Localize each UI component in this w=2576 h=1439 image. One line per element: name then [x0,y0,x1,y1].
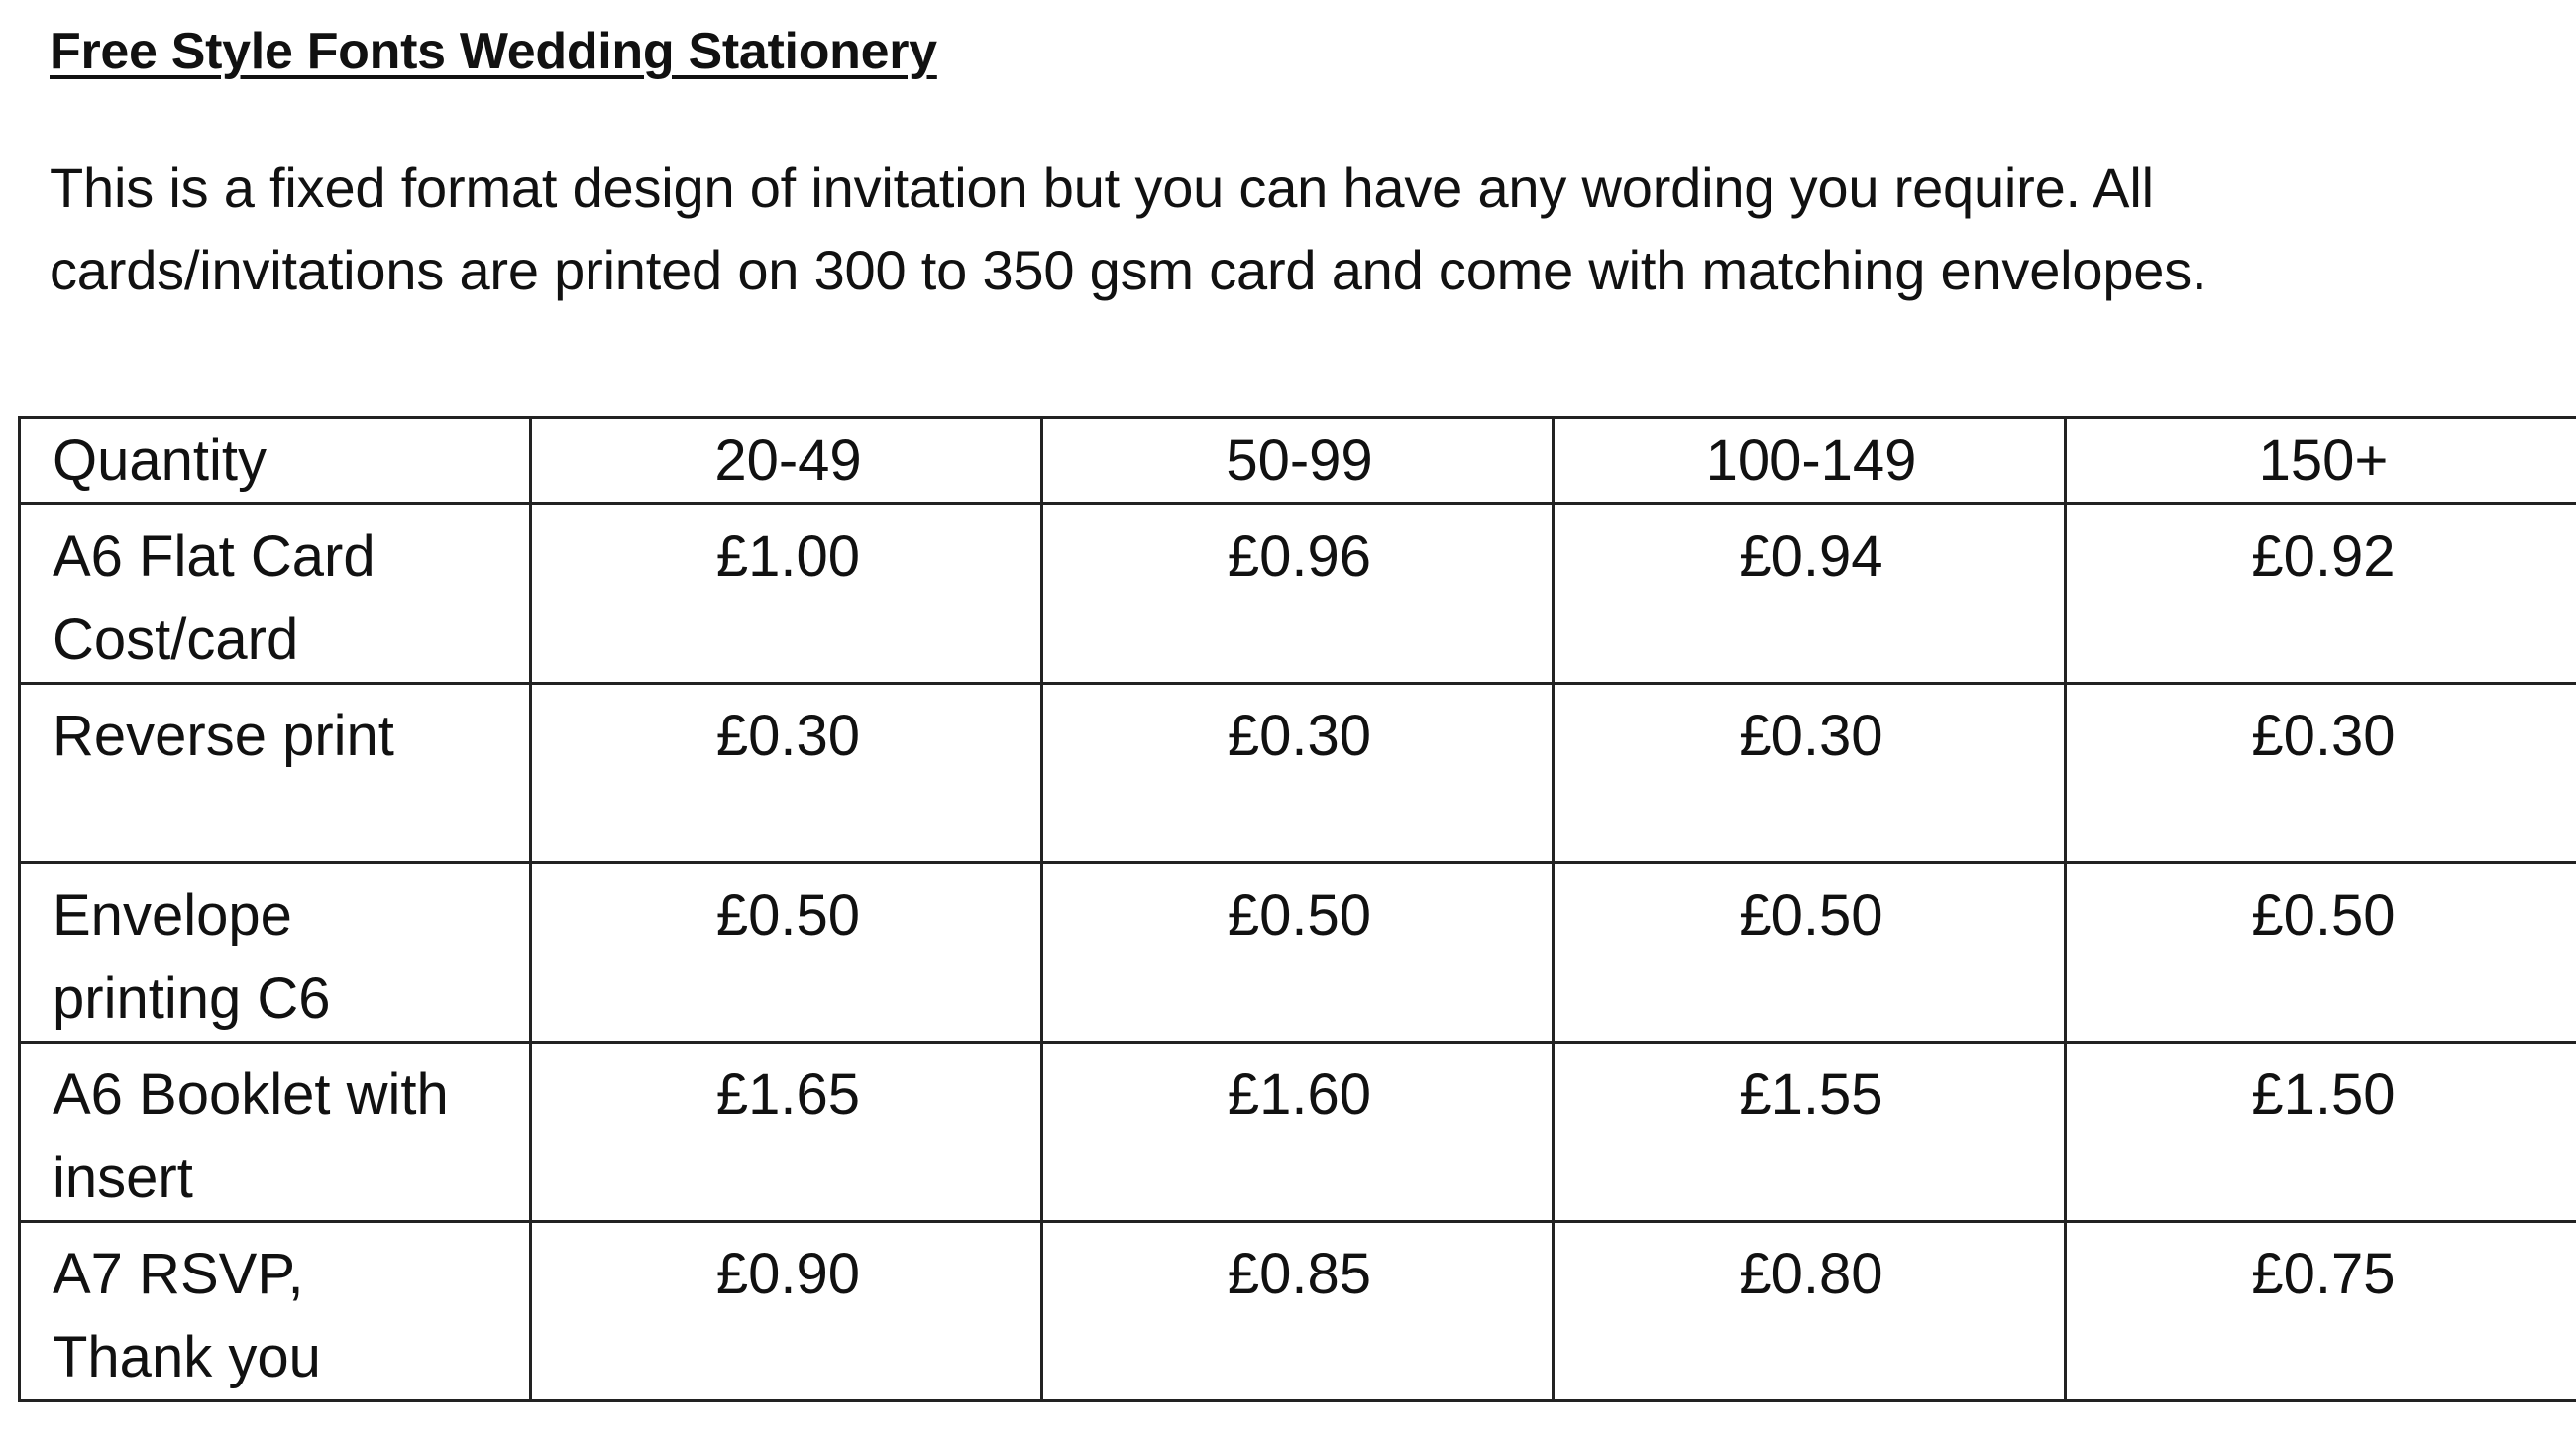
table-row [20,1043,2576,1222]
price-cell [1042,684,1554,863]
price-value: £0.30 [1739,704,1883,768]
table-row [20,504,2576,684]
price-value: £0.80 [1739,1242,1883,1306]
price-value: £1.50 [2251,1062,2396,1127]
table-header-row [20,418,2576,504]
price-cell [1042,504,1554,684]
quantity-header-cell: Quantity [20,418,531,504]
price-value: £1.60 [1227,1062,1372,1127]
price-value: £1.00 [715,524,861,589]
table-row [20,863,2576,1043]
row-label-line: Thank you [53,1325,321,1389]
price-cell [2066,684,2576,863]
column-header-text: 50-99 [1226,428,1373,493]
column-header-cell [1554,418,2066,504]
row-label-line: printing C6 [53,966,331,1031]
price-value: £0.50 [1739,883,1883,947]
column-header-text: 20-49 [714,428,862,493]
document-title: Free Style Fonts Wedding Stationery [50,23,937,80]
price-cell [1042,863,1554,1043]
intro-line: cards/invitations are printed on 300 to 350 gsm card and come with matching envelopes. [50,239,2207,301]
price-value: £0.92 [2251,524,2396,589]
row-label-cell [20,863,531,1043]
price-cell [2066,1043,2576,1222]
price-value: £0.90 [715,1242,861,1306]
price-value: £0.96 [1227,524,1372,589]
column-header-text: 100-149 [1705,428,1917,493]
price-value: £0.30 [2251,704,2396,768]
row-label-cell [20,1222,531,1401]
row-label-line: Envelope [53,883,292,947]
row-label-line: A7 RSVP, [53,1242,304,1306]
row-label-line: Cost/card [53,608,299,672]
price-cell [1554,863,2066,1043]
price-cell [1042,1043,1554,1222]
row-label-line: insert [53,1146,193,1210]
row-label-line: Reverse print [53,704,394,768]
price-cell [531,1222,1042,1401]
row-label-cell [20,684,531,863]
intro-line: This is a fixed format design of invitation but you can have any wording you require. All [50,157,2154,219]
price-value: £0.30 [1227,704,1372,768]
column-header-cell [531,418,1042,504]
price-value: £0.94 [1739,524,1883,589]
price-value: £1.65 [715,1062,861,1127]
price-value: £0.50 [2251,883,2396,947]
price-cell [2066,504,2576,684]
price-cell [1554,1043,2066,1222]
column-header-cell [2066,418,2576,504]
price-cell [1554,684,2066,863]
price-cell [1554,504,2066,684]
row-label-line [53,778,501,861]
intro-paragraph [50,147,2487,311]
price-cell [2066,1222,2576,1401]
price-value: £1.55 [1739,1062,1883,1127]
column-header-text: 150+ [2258,428,2389,493]
price-table [18,416,2576,1402]
price-cell [531,1043,1042,1222]
price-value: £0.50 [715,883,861,947]
price-cell [1554,1222,2066,1401]
price-cell [531,684,1042,863]
row-label-cell [20,504,531,684]
price-cell [1042,1222,1554,1401]
column-header-cell [1042,418,1554,504]
price-value: £0.85 [1227,1242,1372,1306]
price-cell [531,863,1042,1043]
price-value: £0.30 [715,704,861,768]
price-cell [2066,863,2576,1043]
row-label-line: A6 Booklet with [53,1062,449,1127]
price-value: £0.75 [2251,1242,2396,1306]
row-label-line: A6 Flat Card [53,524,376,589]
row-label-cell [20,1043,531,1222]
price-cell [531,504,1042,684]
table-row [20,1222,2576,1401]
table-row [20,684,2576,863]
price-value: £0.50 [1227,883,1372,947]
